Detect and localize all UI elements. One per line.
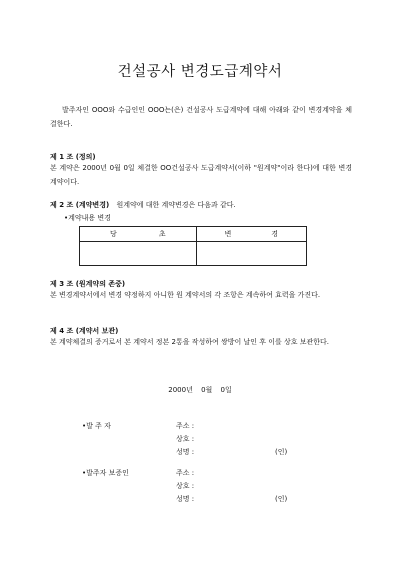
before-char-1: 당 [110,230,117,238]
after-char-2: 경 [271,230,278,238]
before-char-2: 초 [158,230,166,238]
change-table-cell-before [80,242,197,266]
change-section-label: •계약내용 변경 [64,214,111,222]
contract-date: 2000년 0월 0일 [168,386,232,394]
article-2-text: 원계약에 대한 계약변경은 다음과 같다. [116,201,236,209]
party-2-company-label: 상호 : [176,482,195,490]
party-1-seal: (인) [275,448,288,456]
party-1-label: •발 주 자 [82,422,111,430]
party-2-seal: (인) [275,495,288,503]
article-1-heading: 제 1 조 (정의) [50,153,96,161]
intro-paragraph: 발주자인 OOO와 수급인인 OOO는(은) 건설공사 도급계약에 대해 아래와 같이 변경계약을 체결한다. [50,106,352,128]
article-3-text: 본 변경계약서에서 변경 약정하지 아니한 원 계약서의 각 조항은 계속하여 효력을 가진다. [50,291,321,299]
document-title: 건설공사 변경도급계약서 [117,64,283,80]
party-2-signature-label: 성명 : [176,495,195,503]
article-2-heading-label: 제 2 조 (계약변경) [50,201,110,209]
article-1-text: 본 계약은 2000년 0월 0일 체결한 OO건설공사 도급계약서(이하 "원계약"이라 한다)에 대한 변경계약이다. [50,164,352,186]
article-2-heading [50,200,236,210]
article-4-text: 본 계약체결의 증거로서 본 계약서 정본 2통을 작성하여 쌍방이 날인 후 이를 상호 보관한다. [50,338,330,346]
change-table-header-before [80,227,197,242]
party-1-signature-label: 성명 : [176,448,195,456]
change-table [79,226,307,266]
party-1-address-label: 주소 : [176,422,195,430]
change-table-body-row [80,242,307,266]
after-char-1: 변 [224,230,232,238]
change-table-header-row [80,227,307,242]
change-table-header-after [196,227,306,242]
party-2-address-label: 주소 : [176,469,195,477]
article-4-heading: 제 4 조 (계약서 보관) [50,327,119,335]
article-3-heading: 제 3 조 (원계약의 존중) [50,280,126,288]
party-2-label: •발주자 보증인 [82,469,129,477]
party-1-company-label: 상호 : [176,435,195,443]
change-table-cell-after [196,242,306,266]
